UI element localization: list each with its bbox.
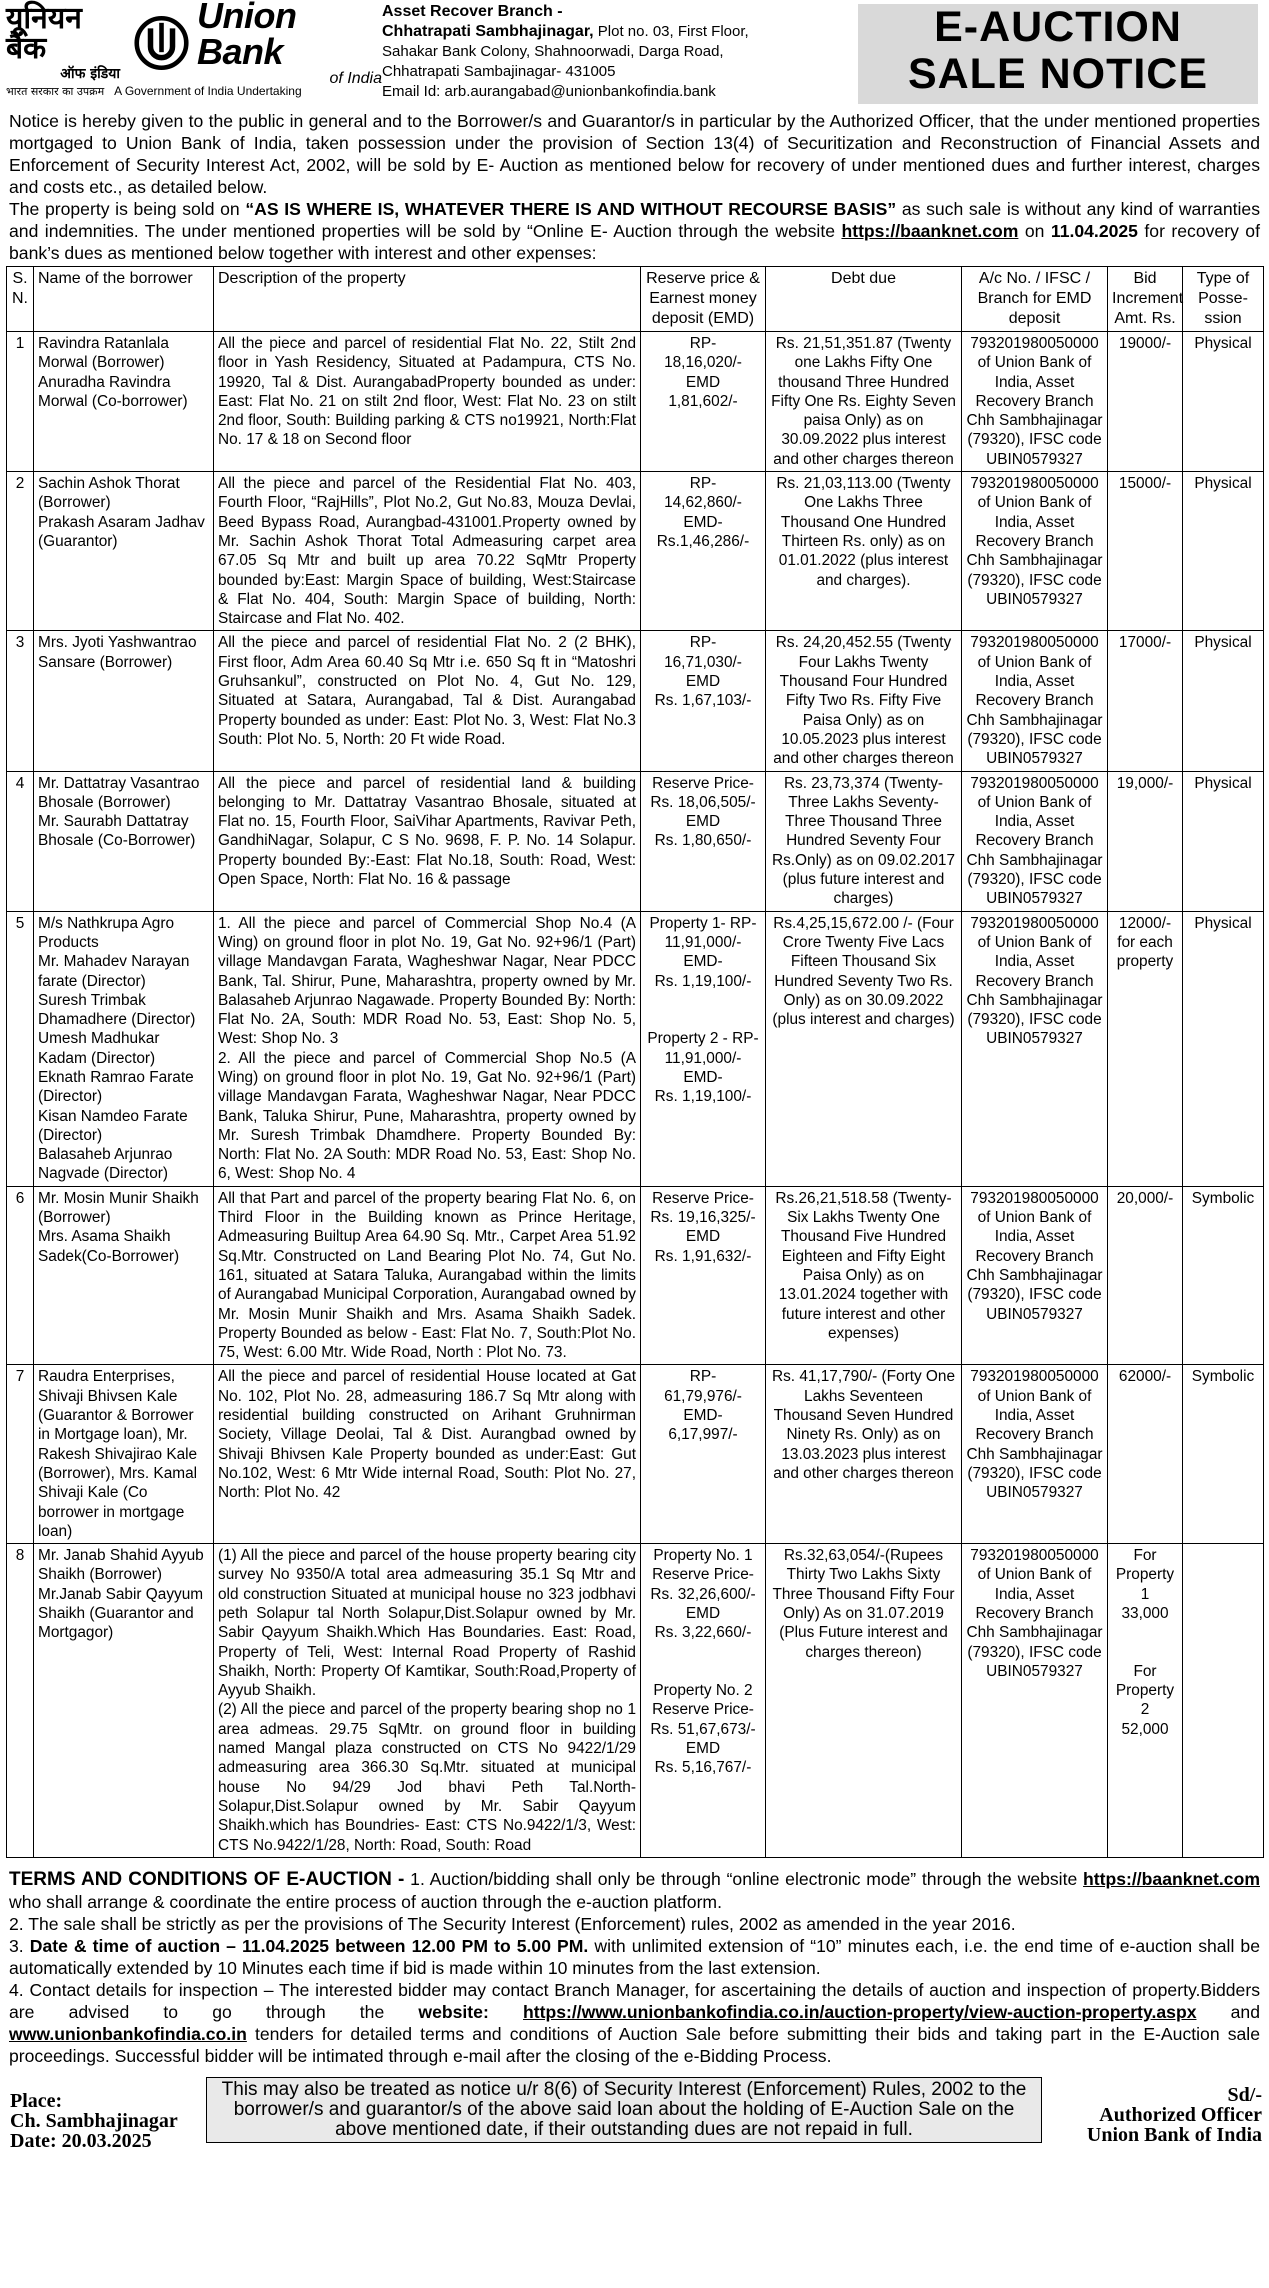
- row-account: 793201980050000 of Union Bank of India, Asset Recovery Branch Chh Sambhajinagar (79320), IFSC code UBIN0579327: [962, 1365, 1108, 1544]
- place-value: Ch. Sambhajinagar: [10, 2109, 178, 2132]
- row-reserve-price: Property No. 1 Reserve Price- Rs. 32,26,600/- EMD Rs. 3,22,660/- Property No. 2 Reserve Price- Rs. 51,67,673/- EMD Rs. 5,16,767/-: [641, 1544, 766, 1858]
- branch-address-line1: Plot no. 03, First Floor,: [597, 23, 749, 40]
- row-reserve-price: RP- 16,71,030/- EMD Rs. 1,67,103/-: [641, 631, 766, 771]
- table-row: [7, 911, 1264, 1186]
- row-borrower: Mr. Dattatray Vasantrao Bhosale (Borrower) Mr. Saurabh Dattatray Bhosale (Co-Borrower): [34, 771, 214, 911]
- term-3-text: with unlimited extension of “10” minutes each, i.e. the end time of e-auction shall be automatically extended by 10 Minutes each time if bid is made within 10 minutes from the last extension.: [9, 1935, 1260, 1978]
- row-borrower: Mrs. Jyoti Yashwantrao Sansare (Borrower): [34, 631, 214, 771]
- term-4-bank-link[interactable]: www.unionbankofindia.co.in: [9, 2023, 247, 2044]
- row-debt-due: Rs.26,21,518.58 (Twenty-Six Lakhs Twenty One Thousand Five Hundred Eighteen and Fifty Eight Paisa Only) as on 13.01.2024 together with future interest and other expenses): [766, 1186, 962, 1365]
- bank-sub-english: of India: [329, 70, 382, 87]
- row-bid-increment: For Property 1 33,000 For Property 2 52,000: [1108, 1544, 1183, 1858]
- row-debt-due: Rs. 23,73,374 (Twenty-Three Lakhs Seventy-Three Thousand Three Hundred Seventy Four Rs.Only) as on 09.02.2017 (plus future interest and charges): [766, 771, 962, 911]
- row-debt-due: Rs.32,63,054/-(Rupees Thirty Two Lakhs Sixty Three Thousand Fifty Four Only) As on 31.07.2019 (Plus Future interest and charges thereon): [766, 1544, 962, 1858]
- header-reserve-price: Reserve price & Earnest money deposit (EMD): [641, 267, 766, 332]
- notice-title-line2: SALE NOTICE: [907, 50, 1209, 98]
- row-bid-increment: 62000/-: [1108, 1365, 1183, 1544]
- row-possession: Symbolic: [1183, 1365, 1264, 1544]
- table-row: [7, 332, 1264, 472]
- row-description: All the piece and parcel of residential Flat No. 22, Stilt 2nd floor in Yash Residency, Situated at Padampura, CTS No. 19920, Tal & Dist. AurangabadProperty bounded as under: East: Flat No. 21 on stilt 2nd floor, West: Flat No. 23 on stilt 2nd floor, South: Building parking & CTS no19921, North:Flat No. 17 & 18 on Second floor: [214, 332, 641, 472]
- row-sn: 6: [7, 1186, 34, 1365]
- auction-table: [6, 266, 1264, 1858]
- intro-paragraph-1: Notice is hereby given to the public in general and to the Borrower/s and Guarantor/s in particular by the Authorized Officer, that the under mentioned properties mortgaged to Union Bank of India, taken possession under the provision of Section 13(4) of Securitization and Reconstruction of Financial Assets and Enforcement of Security Interest Act, 2002, will be sold by E- Auction as mentioned below for recovery of under mentioned dues and further interest, charges and costs etc., as detailed below.: [9, 111, 1260, 197]
- row-description: All the piece and parcel of residential land & building belonging to Mr. Dattatray Vasantrao Bhosale, situated at Flat no. 15, Fourth Floor, SaiVihar Apartments, Ravivar Peth, GandhiNagar, Solapur, C S No. 9698, F. P. No. 14 Solapur. Property bounded By:-East: Flat No.18, South: Road, West: Open Space, North: Flat No. 16 & passage: [214, 771, 641, 911]
- row-description: (1) All the piece and parcel of the house property bearing city survey No 9350/A total area admeasuring 35.1 Sq Mtr and old construction Situated at municipal house no 323 jodbhavi peth Solapur tal North Solapur,Dist.Solapur owned by Mr. Sabir Qayyum Shaikh.Which Has Boundaries. East: Road, Property of Teli, West: Internal Road Property of Rashid Shaikh, North: Property Of Kamtikar, South:Road,Property of Ayyub Shaikh. (2) All the piece and parcel of the property bearing shop no 1 area admeas. 29.75 SqMtr. on ground floor in building named Mangal plaza constructed on CTS No 9422/1/29 admeasuring area 366.30 Sq.Mtr. situated at municipal house No 94/29 Jod bhavi Peth Tal.North-Solapur,Dist.Solapur owned by Mr. Sabir Qayyum Shaikh.which has Boundries- East: CTS No.9422/1/3, West: CTS No.9422/1/28, North: Road, South: Road: [214, 1544, 641, 1858]
- row-borrower: Mr. Janab Shahid Ayyub Shaikh (Borrower) Mr.Janab Sabir Qayyum Shaikh (Guarantor and Mortgagor): [34, 1544, 214, 1858]
- terms-and-conditions: [6, 1868, 1263, 2067]
- row-bid-increment: 15000/-: [1108, 472, 1183, 631]
- table-row: [7, 1186, 1264, 1365]
- header-account: A/c No. / IFSC / Branch for EMD deposit: [962, 267, 1108, 332]
- row-account: 793201980050000 of Union Bank of India, Asset Recovery Branch Chh Sambhajinagar (79320), IFSC code UBIN0579327: [962, 1186, 1108, 1365]
- notice-header: [6, 0, 1263, 110]
- row-possession: Physical: [1183, 332, 1264, 472]
- union-bank-logo-icon: [134, 14, 189, 72]
- row-bid-increment: 19000/-: [1108, 332, 1183, 472]
- baanknet-link[interactable]: https://baanknet.com: [841, 221, 1019, 241]
- place-date-block: [6, 2077, 206, 2151]
- branch-email: Email Id: arb.aurangabad@unionbankofindia.bank: [382, 83, 716, 100]
- row-reserve-price: RP- 61,79,976/- EMD- 6,17,997/-: [641, 1365, 766, 1544]
- row-debt-due: Rs. 41,17,790/- (Forty One Lakhs Seventeen Thousand Seven Hundred Ninety Rs. Only) as on 13.03.2023 plus interest and other charges thereon: [766, 1365, 962, 1544]
- row-account: 793201980050000 of Union Bank of India, Asset Recovery Branch Chh Sambhajinagar (79320), IFSC code UBIN0579327: [962, 771, 1108, 911]
- row-account: 793201980050000 of Union Bank of India, Asset Recovery Branch Chh Sambhajinagar (79320), IFSC code UBIN0579327: [962, 332, 1108, 472]
- bank-logo-block: [6, 0, 382, 99]
- row-borrower: Raudra Enterprises, Shivaji Bhivsen Kale (Guarantor & Borrower in Mortgage loan), Mr. Rakesh Shivajirao Kale (Borrower), Mrs. Kamal Shivaji Kale (Co borrower in mortgage loan): [34, 1365, 214, 1544]
- signature-bank: Union Bank of India: [1086, 2123, 1262, 2146]
- notice-title-box: [858, 4, 1258, 104]
- term-1-baanknet-link[interactable]: https://baanknet.com: [1083, 1868, 1260, 1889]
- term-4-auction-link[interactable]: https://www.unionbankofindia.co.in/auction-property/view-auction-property.aspx: [523, 2001, 1197, 2022]
- intro-text-e: for recovery of bank’s dues as mentioned below together with interest and other expenses:: [9, 221, 1260, 263]
- term-1-text-a: 1. Auction/bidding shall only be through “online electronic mode” through the website: [404, 1868, 1084, 1889]
- row-sn: 7: [7, 1365, 34, 1544]
- terms-heading: TERMS AND CONDITIONS OF E-AUCTION -: [9, 1868, 405, 1890]
- table-row: [7, 472, 1264, 631]
- row-account: 793201980050000 of Union Bank of India, Asset Recovery Branch Chh Sambhajinagar (79320), IFSC code UBIN0579327: [962, 631, 1108, 771]
- bank-name-english: Union Bank: [197, 0, 297, 72]
- row-description: 1. All the piece and parcel of Commercial Shop No.4 (A Wing) on ground floor in plot No. 19, Gat No. 92+96/1 (Part) village Mandavgan Farata, Wagheshwar Nagar, Near PDCC Bank, Tal. Shirur, Pune, Maharashtra, property owned by Mr. Balasaheb Arjunrao Nagawade. Property Bounded By: North: Flat No. 2A, South: MDR Road No. 53, East: Shop No. 5, West: Shop No. 3 2. All the piece and parcel of Commercial Shop No.5 (A Wing) on ground floor in plot No. 19, Gat No. 92+96/1 (Part) village Mandavgan Farata, Wagheshwar Nagar, Near PDCC Bank, Taluka Shirur, Pune, Maharashtra, property owned by Mr. Suresh Trimbak Dhamdhere. Property Bounded By: North: Flat No. 2A South: MDR Road No. 53, East: Shop No. 6, West: Shop No. 4: [214, 911, 641, 1186]
- header-debt-due: Debt due: [766, 267, 962, 332]
- table-row: [7, 771, 1264, 911]
- branch-city: Chhatrapati Sambhajinagar,: [382, 23, 594, 40]
- row-borrower: Ravindra Ratanlala Morwal (Borrower) Anuradha Ravindra Morwal (Co-borrower): [34, 332, 214, 472]
- term-2: 2. The sale shall be strictly as per the provisions of The Security Interest (Enforcement) rules, 2002 as amended in the year 2016.: [9, 1913, 1016, 1934]
- term-3-auction-time: Date & time of auction – 11.04.2025 between 12.00 PM to 5.00 PM.: [29, 1935, 589, 1956]
- row-description: All the piece and parcel of residential Flat No. 2 (2 BHK), First floor, Adm Area 60.40 Sq Mtr i.e. 650 Sq ft in “Matoshri Gruhsankul”, constructed on Plot No. 4, Gut No. 129, Situated at Satara, Aurangabad, Tal & Dist. Aurangabad Property bounded as under: East: Plot No. 3, West: Flat No.3 South: Plot No. 5, North: 20 Ft wide Road.: [214, 631, 641, 771]
- row-reserve-price: RP- 14,62,860/- EMD- Rs.1,46,286/-: [641, 472, 766, 631]
- auction-date: 11.04.2025: [1050, 221, 1138, 241]
- row-possession: Physical: [1183, 771, 1264, 911]
- notice-title-line1: E-AUCTION: [934, 3, 1182, 51]
- term-4: [9, 1979, 1260, 2067]
- signature-block: [1042, 2077, 1262, 2145]
- term-1-text-b: who shall arrange & coordinate the entire process of auction through the e-auction platform.: [9, 1891, 722, 1912]
- row-reserve-price: Property 1- RP- 11,91,000/- EMD- Rs. 1,19,100/- Property 2 - RP- 11,91,000/- EMD- Rs. 1,19,100/-: [641, 911, 766, 1186]
- place-label: Place:: [10, 2089, 63, 2112]
- row-possession: [1183, 1544, 1264, 1858]
- row-debt-due: Rs. 24,20,452.55 (Twenty Four Lakhs Twenty Thousand Four Hundred Fifty Two Rs. Fifty Five Paisa Only) as on 10.05.2023 plus interest and other charges thereon: [766, 631, 962, 771]
- branch-title: Asset Recover Branch -: [382, 3, 563, 20]
- row-sn: 2: [7, 472, 34, 631]
- term-4-and: and: [1196, 2001, 1261, 2022]
- row-description: All the piece and parcel of the Residential Flat No. 403, Fourth Floor, “RajHills”, Plot No.2, Gut No.83, Mouza Devlai, Beed Bypass Road, Aurangbad-431001.Property owned by Mr. Sachin Ashok Thorat Total Admeasuring carpet area 67.05 Sq Mtr and built up area 70.22 SqMtr Property bounded by:East: Margin Space of building, West:Staircase & Flat No. 404, South: Margin Space of building, North: Staircase and Flat No. 402.: [214, 472, 641, 631]
- term-4-text-b: tenders for detailed terms and conditions of Auction Sale before submitting their bids and taking part in the E-Auction sale proceedings. Successful bidder will be intimated through e-mail after the closing of the e-Bidding Process.: [9, 2023, 1260, 2066]
- row-debt-due: Rs.4,25,15,672.00 /- (Four Crore Twenty Five Lacs Fifteen Thousand Six Hundred Seventy Two Rs. Only) as on 30.09.2022 (plus interest and charges): [766, 911, 962, 1186]
- row-borrower: Mr. Mosin Munir Shaikh (Borrower) Mrs. Asama Shaikh Sadek(Co-Borrower): [34, 1186, 214, 1365]
- signature-sd: Sd/-: [1227, 2083, 1262, 2106]
- branch-address-line2: Sahakar Bank Colony, Shahnoorwadi, Darga Road,: [382, 43, 724, 60]
- row-bid-increment: 19,000/-: [1108, 771, 1183, 911]
- bank-name-hindi: यूनियन बैंक: [6, 0, 82, 66]
- row-sn: 4: [7, 771, 34, 911]
- row-bid-increment: 20,000/-: [1108, 1186, 1183, 1365]
- row-account: 793201980050000 of Union Bank of India, Asset Recovery Branch Chh Sambhajinagar (79320), IFSC code UBIN0579327: [962, 911, 1108, 1186]
- tagline-english: A Government of India Undertaking: [114, 84, 302, 98]
- intro-text-a: The property is being sold on: [9, 199, 246, 219]
- row-borrower: Sachin Ashok Thorat (Borrower) Prakash Asaram Jadhav (Guarantor): [34, 472, 214, 631]
- intro-text-d: on: [1018, 221, 1051, 241]
- term-3: [9, 1935, 1260, 1979]
- table-row: [7, 1365, 1264, 1544]
- table-header-row: [7, 267, 1264, 332]
- tagline-hindi: भारत सरकार का उपक्रम: [6, 85, 105, 98]
- row-reserve-price: Reserve Price- Rs. 18,06,505/- EMD Rs. 1,80,650/-: [641, 771, 766, 911]
- row-sn: 1: [7, 332, 34, 472]
- row-description: All that Part and parcel of the property bearing Flat No. 6, on Third Floor in the Building known as Prince Heritage, Admeasuring Builtup Area 64.90 Sq. Mtr., Carpet Area 51.92 Sq.Mtr. Constructed on Land Bearing Plot No. 74, Gut No. 161, situated at Satara Taluka, Aurangabad within the limits of Aurangabad Municipal Corporation, Aurangabad owned by Mr. Mosin Munir Shaikh and Mrs. Asama Shaikh Sadek. Property Bounded as below - East: Flat No. 7, South:Plot No. 75, West: 6.00 Mtr. Wide Road, North : Plot No. 73.: [214, 1186, 641, 1365]
- term-1: [9, 1868, 1260, 1913]
- row-description: All the piece and parcel of residential House located at Gat No. 102, Plot No. 28, admeasuring 186.7 Sq Mtr along with residential building constructed on Arihant Gruhnirman Society, Village Deolai, Tal & Dist. Aurangbad owned by Shivaji Bhivsen Kale Property bounded as under:East: Gut No.102, West: 6 Mtr Wide internal Road, South: Plot No. 27, North: Plot No. 42: [214, 1365, 641, 1544]
- row-possession: Physical: [1183, 631, 1264, 771]
- branch-address: [382, 0, 858, 102]
- header-sn: S. N.: [7, 267, 34, 332]
- row-sn: 5: [7, 911, 34, 1186]
- header-borrower: Name of the borrower: [34, 267, 214, 332]
- row-borrower: M/s Nathkrupa Agro Products Mr. Mahadev Narayan farate (Director) Suresh Trimbak Dhamadhere (Director) Umesh Madhukar Kadam (Director) Eknath Ramrao Farate (Director) Kisan Namdeo Farate (Director) Balasaheb Arjunrao Nagvade (Director): [34, 911, 214, 1186]
- row-account: 793201980050000 of Union Bank of India, Asset Recovery Branch Chh Sambhajinagar (79320), IFSC code UBIN0579327: [962, 1544, 1108, 1858]
- row-bid-increment: 12000/- for each property: [1108, 911, 1183, 1186]
- branch-address-line3: Chhatrapati Sambajinagar- 431005: [382, 63, 616, 80]
- row-reserve-price: RP- 18,16,020/- EMD 1,81,602/-: [641, 332, 766, 472]
- table-row: [7, 631, 1264, 771]
- notice-footer: [6, 2077, 1263, 2151]
- term-4-website-label: website:: [418, 2001, 489, 2022]
- signature-officer: Authorized Officer: [1099, 2103, 1262, 2126]
- as-is-clause: “AS IS WHERE IS, WHATEVER THERE IS AND WITHOUT RECOURSE BASIS”: [245, 199, 897, 219]
- row-possession: Symbolic: [1183, 1186, 1264, 1365]
- row-sn: 3: [7, 631, 34, 771]
- term-4-text-a: 4. Contact details for inspection – The interested bidder may contact Branch Manager, for ascertaining the details of auction and inspection of property.Bidders are advised to go through the: [9, 1979, 1260, 2022]
- row-account: 793201980050000 of Union Bank of India, Asset Recovery Branch Chh Sambhajinagar (79320), IFSC code UBIN0579327: [962, 472, 1108, 631]
- row-possession: Physical: [1183, 911, 1264, 1186]
- header-description: Description of the property: [214, 267, 641, 332]
- row-debt-due: Rs. 21,03,113.00 (Twenty One Lakhs Three Thousand One Hundred Thirteen Rs. only) as on 01.01.2022 (plus interest and charges).: [766, 472, 962, 631]
- row-sn: 8: [7, 1544, 34, 1858]
- row-bid-increment: 17000/-: [1108, 631, 1183, 771]
- header-bid-increment: Bid Increment Amt. Rs.: [1108, 267, 1183, 332]
- row-possession: Physical: [1183, 472, 1264, 631]
- intro-text-c: as such sale is without any kind of warranties and indemnities. The under mentioned properties will be sold by “Online E- Auction through the website: [9, 199, 1261, 241]
- bank-sub-hindi: ऑफ इंडिया: [60, 65, 120, 82]
- header-possession: Type of Posse-ssion: [1183, 267, 1264, 332]
- notice-date: Date: 20.03.2025: [10, 2129, 152, 2152]
- row-debt-due: Rs. 21,51,351.87 (Twenty one Lakhs Fifty One thousand Three Hundred Fifty One Rs. Eighty Seven paisa Only) as on 30.09.2022 plus interest and other charges thereon: [766, 332, 962, 472]
- sale-notice-page: [6, 0, 1263, 2151]
- row-reserve-price: Reserve Price- Rs. 19,16,325/- EMD Rs. 1,91,632/-: [641, 1186, 766, 1365]
- table-row: [7, 1544, 1264, 1858]
- term-3-number: 3.: [9, 1935, 30, 1956]
- rule-8-6-notice: This may also be treated as notice u/r 8(6) of Security Interest (Enforcement) Rules, 2002 to the borrower/s and guarantor/s of the above said loan about the holding of E-Auction Sale on the above mentioned date, if their outstanding dues are not repaid in full.: [206, 2077, 1042, 2143]
- intro-paragraph-2: [6, 198, 1263, 264]
